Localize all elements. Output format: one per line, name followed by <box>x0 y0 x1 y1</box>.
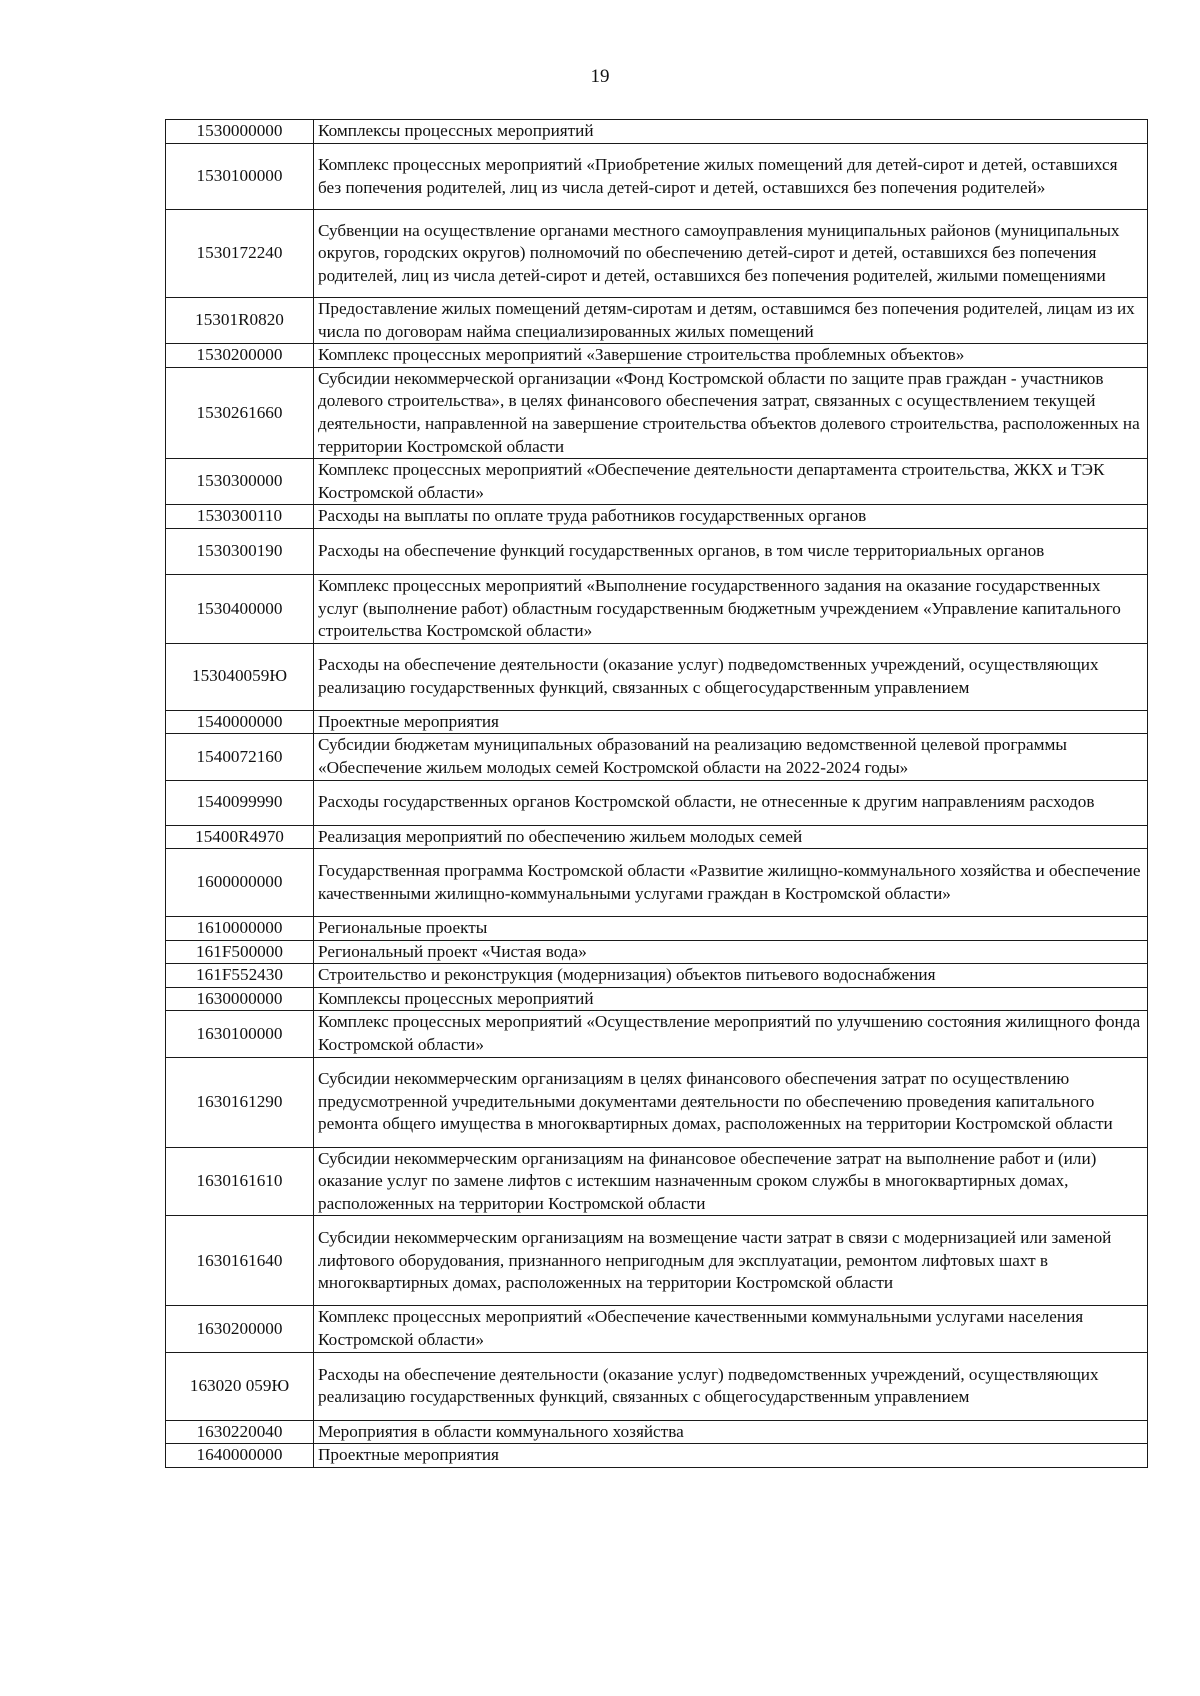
row-code: 1630161610 <box>166 1147 314 1216</box>
row-code: 1600000000 <box>166 849 314 917</box>
row-code: 1630220040 <box>166 1420 314 1444</box>
row-code: 161F500000 <box>166 940 314 964</box>
table-row <box>166 1306 1148 1352</box>
row-name: Государственная программа Костромской области «Развитие жилищно-коммунального хозяйства и обеспечение качественными жилищно-коммунальными услугами граждан в Костромской области» <box>314 849 1148 917</box>
table-row <box>166 1352 1148 1420</box>
table-row <box>166 1444 1148 1468</box>
row-code: 163020 059Ю <box>166 1352 314 1420</box>
table-row <box>166 1057 1148 1147</box>
table-row <box>166 1216 1148 1306</box>
row-code: 1530172240 <box>166 210 314 298</box>
row-code: 1540099990 <box>166 780 314 825</box>
row-code: 153040059Ю <box>166 643 314 710</box>
row-name: Комплекс процессных мероприятий «Обеспечение качественными коммунальными услугами населения Костромской области» <box>314 1306 1148 1352</box>
row-name: Комплекс процессных мероприятий «Обеспечение деятельности департамента строительства, ЖКХ и ТЭК Костромской области» <box>314 459 1148 505</box>
row-code: 161F552430 <box>166 964 314 988</box>
codes-table <box>165 119 1148 1468</box>
row-code: 1630000000 <box>166 987 314 1011</box>
table-row <box>166 734 1148 780</box>
table-row <box>166 459 1148 505</box>
table-row <box>166 344 1148 368</box>
row-code: 15301R0820 <box>166 298 314 344</box>
row-name: Субсидии некоммерческой организации «Фонд Костромской области по защите прав граждан - участников долевого строительства», в целях финансового обеспечения затрат, связанных с осуществлением текущей деятельности, направленной на завершение строительства объектов долевого строительства, расположенных на территории Костромской области <box>314 367 1148 458</box>
row-name: Региональный проект «Чистая вода» <box>314 940 1148 964</box>
row-code: 1540000000 <box>166 710 314 734</box>
table-row <box>166 849 1148 917</box>
row-name: Реализация мероприятий по обеспечению жильем молодых семей <box>314 825 1148 849</box>
row-code: 1610000000 <box>166 917 314 941</box>
row-code: 15400R4970 <box>166 825 314 849</box>
row-name: Расходы на обеспечение функций государственных органов, в том числе территориальных органов <box>314 528 1148 574</box>
table-row <box>166 1420 1148 1444</box>
row-name: Субсидии некоммерческим организациям в целях финансового обеспечения затрат по осуществлению предусмотренной учредительными документами деятельности по обеспечению проведения капитального ремонта общего имущества в многоквартирных домах, расположенных на территории Костромской области <box>314 1057 1148 1147</box>
budget-classification-table <box>165 119 1147 1468</box>
table-row <box>166 210 1148 298</box>
row-name: Расходы на выплаты по оплате труда работников государственных органов <box>314 505 1148 529</box>
row-name: Проектные мероприятия <box>314 710 1148 734</box>
row-name: Комплекс процессных мероприятий «Выполнение государственного задания на оказание государственных услуг (выполнение работ) областным государственным бюджетным учреждением «Управление капитального строительства Костромской области» <box>314 574 1148 643</box>
table-row <box>166 298 1148 344</box>
table-row <box>166 964 1148 988</box>
row-code: 1530200000 <box>166 344 314 368</box>
row-code: 1530300190 <box>166 528 314 574</box>
row-name: Мероприятия в области коммунального хозяйства <box>314 1420 1148 1444</box>
row-name: Субсидии некоммерческим организациям на возмещение части затрат в связи с модернизацией или заменой лифтового оборудования, признанного непригодным для эксплуатации, ремонтом лифтовых шахт в многоквартирных домах, расположенных на территории Костромской области <box>314 1216 1148 1306</box>
table-row <box>166 940 1148 964</box>
table-row <box>166 574 1148 643</box>
table-row <box>166 825 1148 849</box>
row-code: 1540072160 <box>166 734 314 780</box>
row-name: Региональные проекты <box>314 917 1148 941</box>
row-name: Расходы на обеспечение деятельности (оказание услуг) подведомственных учреждений, осуществляющих реализацию государственных функций, связанных с общегосударственным управлением <box>314 643 1148 710</box>
row-code: 1530261660 <box>166 367 314 458</box>
row-name: Комплекс процессных мероприятий «Приобретение жилых помещений для детей-сирот и детей, оставшихся без попечения родителей, лиц из числа детей-сирот и детей, оставшихся без попечения родителей» <box>314 144 1148 210</box>
row-name: Расходы на обеспечение деятельности (оказание услуг) подведомственных учреждений, осуществляющих реализацию государственных функций, связанных с общегосударственным управлением <box>314 1352 1148 1420</box>
row-name: Строительство и реконструкция (модернизация) объектов питьевого водоснабжения <box>314 964 1148 988</box>
row-code: 1630100000 <box>166 1011 314 1057</box>
table-row <box>166 528 1148 574</box>
table-row <box>166 144 1148 210</box>
row-code: 1630200000 <box>166 1306 314 1352</box>
row-name: Комплекс процессных мероприятий «Завершение строительства проблемных объектов» <box>314 344 1148 368</box>
row-code: 1640000000 <box>166 1444 314 1468</box>
row-name: Комплексы процессных мероприятий <box>314 120 1148 144</box>
table-row <box>166 1147 1148 1216</box>
row-code: 1530300000 <box>166 459 314 505</box>
table-row <box>166 710 1148 734</box>
row-name: Субсидии некоммерческим организациям на финансовое обеспечение затрат на выполнение работ и (или) оказание услуг по замене лифтов с истекшим назначенным сроком службы в многоквартирных домах, расположенных на территории Костромской области <box>314 1147 1148 1216</box>
table-row <box>166 780 1148 825</box>
row-code: 1530300110 <box>166 505 314 529</box>
table-row <box>166 987 1148 1011</box>
table-row <box>166 367 1148 458</box>
table-row <box>166 917 1148 941</box>
row-name: Субвенции на осуществление органами местного самоуправления муниципальных районов (муниципальных округов, городских округов) полномочий по обеспечению детей-сирот и детей, оставшихся без попечения родителей, лиц из числа детей-сирот и детей, оставшихся без попечения родителей, жилыми помещениями <box>314 210 1148 298</box>
table-row <box>166 1011 1148 1057</box>
row-name: Комплекс процессных мероприятий «Осуществление мероприятий по улучшению состояния жилищного фонда Костромской области» <box>314 1011 1148 1057</box>
table-row <box>166 505 1148 529</box>
row-code: 1530100000 <box>166 144 314 210</box>
table-row <box>166 120 1148 144</box>
row-code: 1630161290 <box>166 1057 314 1147</box>
row-code: 1530000000 <box>166 120 314 144</box>
row-name: Предоставление жилых помещений детям-сиротам и детям, оставшимся без попечения родителей, лицам из их числа по договорам найма специализированных жилых помещений <box>314 298 1148 344</box>
page-number: 19 <box>590 66 610 87</box>
row-code: 1530400000 <box>166 574 314 643</box>
row-name: Расходы государственных органов Костромской области, не отнесенные к другим направлениям расходов <box>314 780 1148 825</box>
row-name: Субсидии бюджетам муниципальных образований на реализацию ведомственной целевой программы «Обеспечение жильем молодых семей Костромской области на 2022-2024 годы» <box>314 734 1148 780</box>
row-name: Комплексы процессных мероприятий <box>314 987 1148 1011</box>
table-row <box>166 643 1148 710</box>
row-code: 1630161640 <box>166 1216 314 1306</box>
row-name: Проектные мероприятия <box>314 1444 1148 1468</box>
